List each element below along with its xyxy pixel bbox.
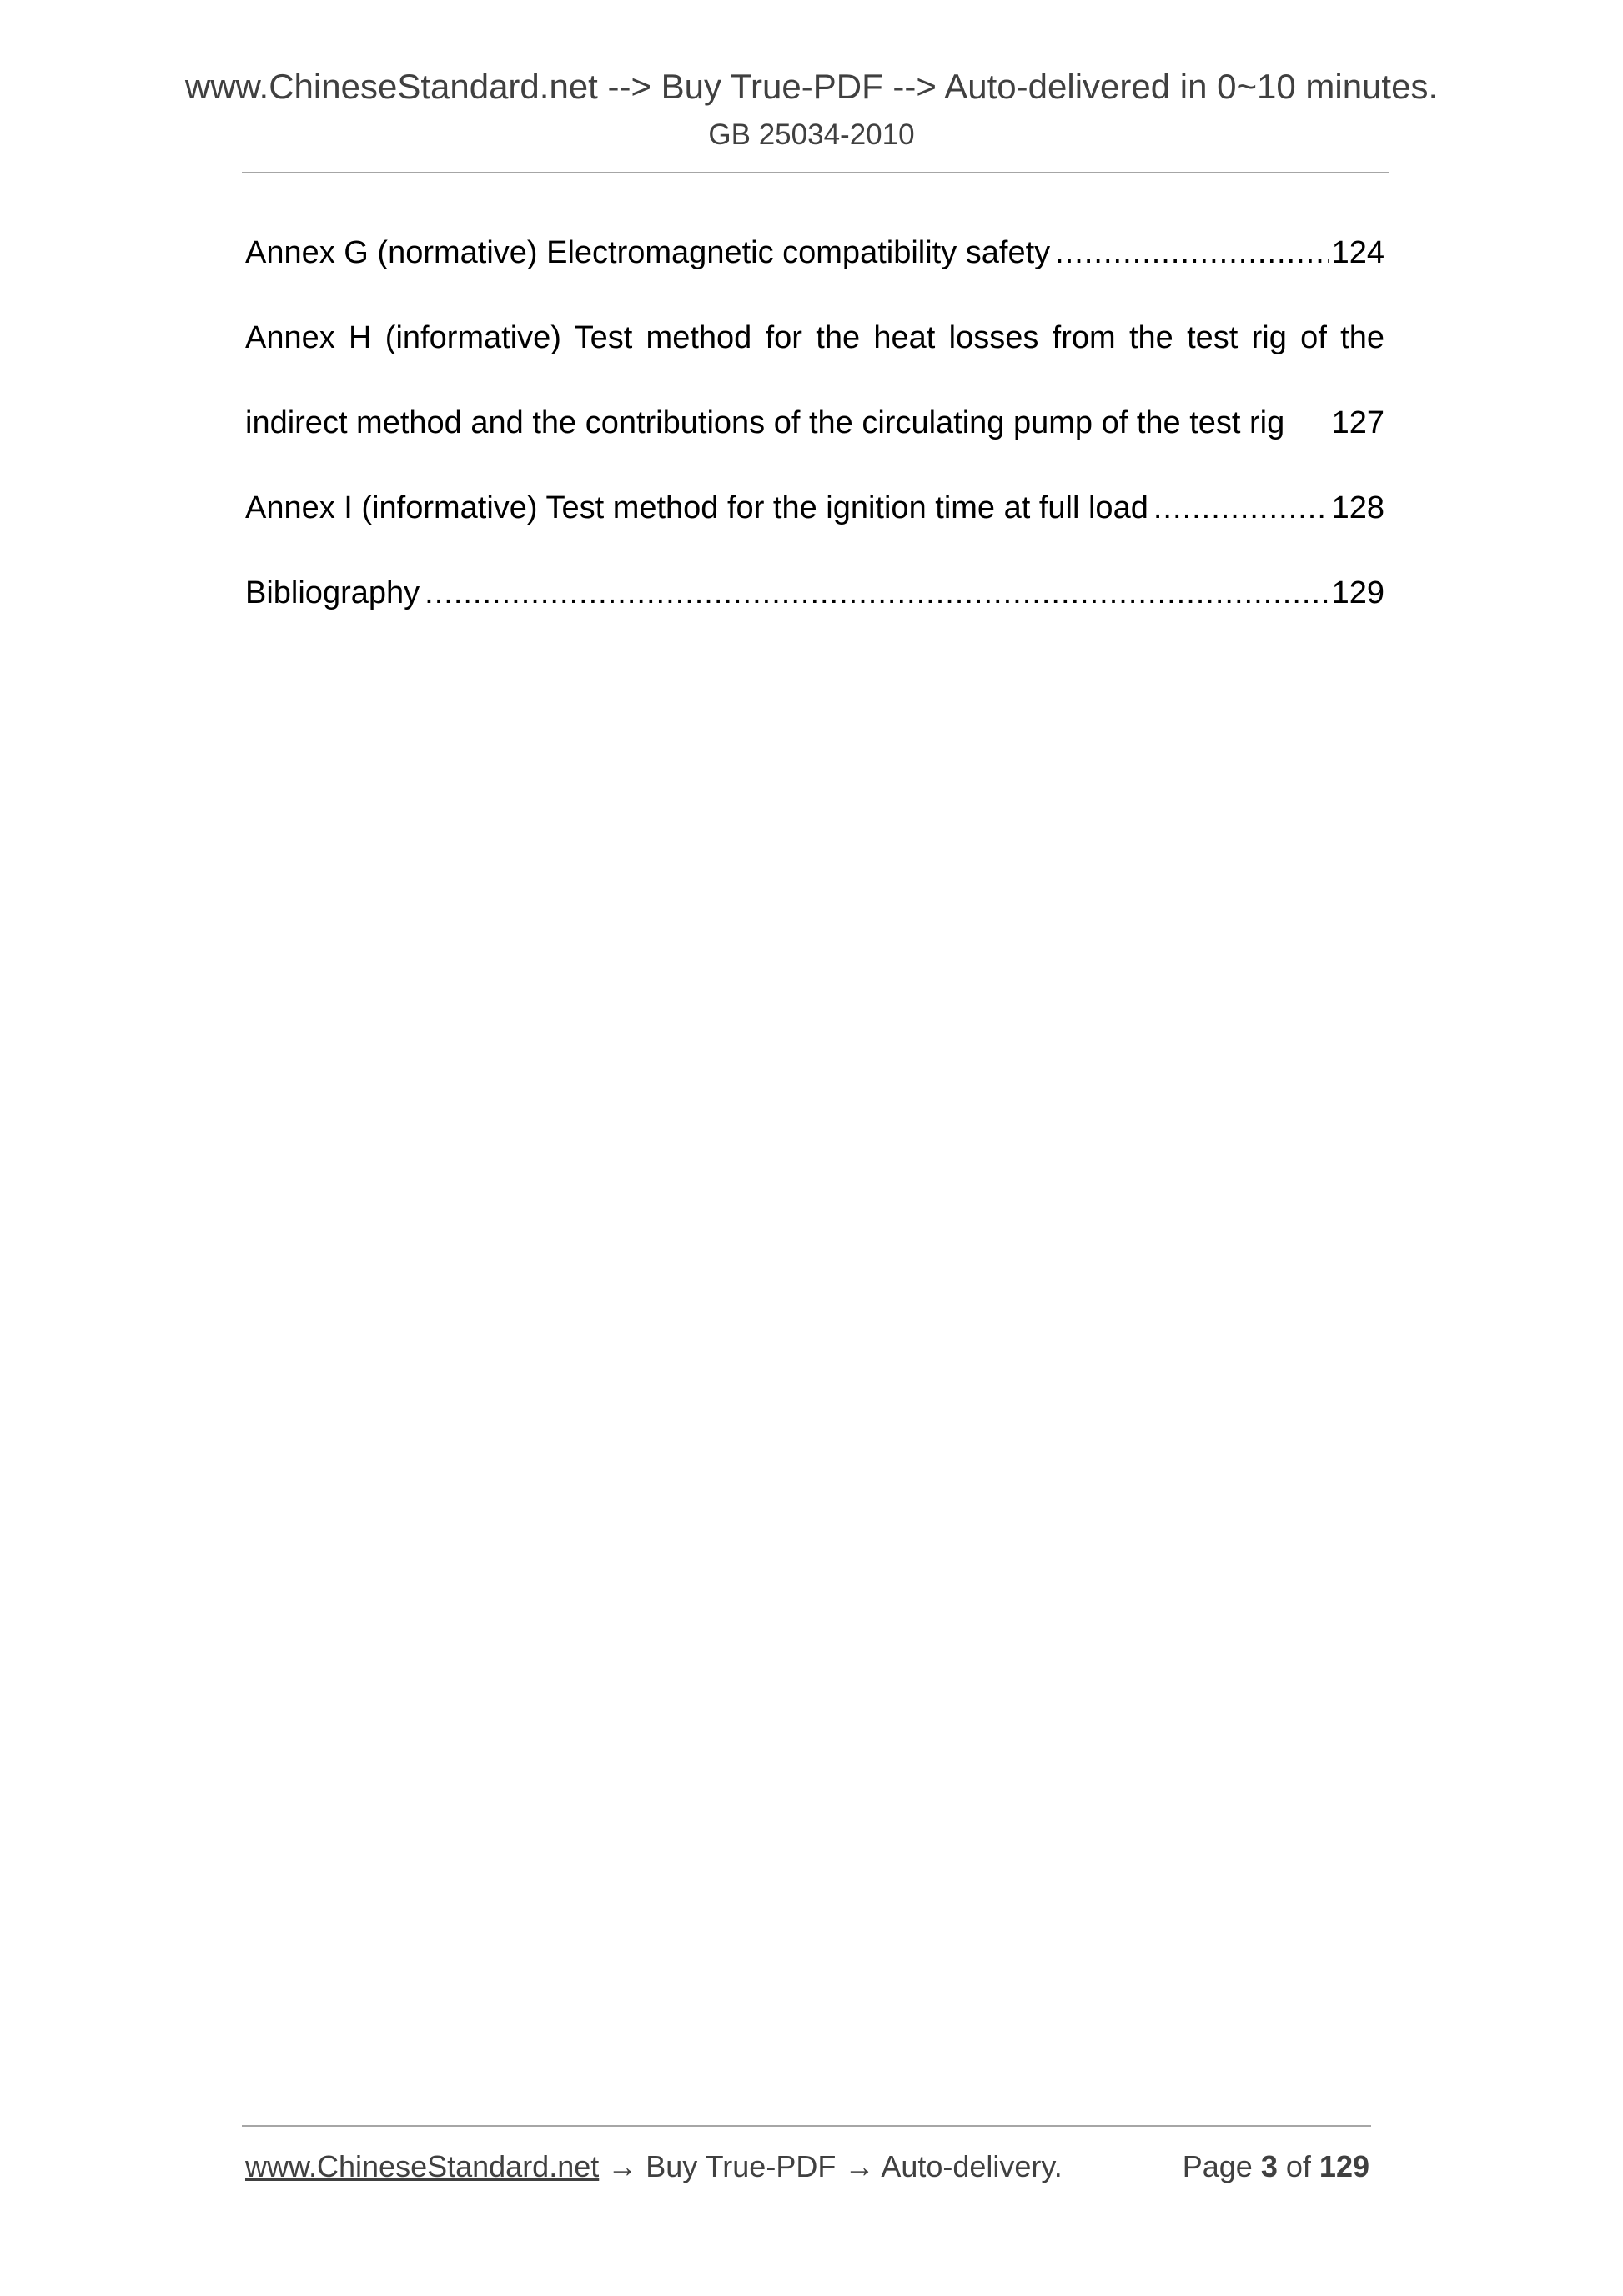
footer-left — [245, 2145, 1063, 2188]
footer-tagline: → Buy True-PDF → Auto-delivery. — [599, 2149, 1063, 2183]
toc-dot-leader — [425, 565, 1328, 620]
toc-entry-annex-h-line1[interactable] — [245, 310, 1384, 395]
header-banner: www.ChineseStandard.net --> Buy True-PDF --> Auto-delivered in 0~10 minutes. — [184, 67, 1439, 106]
toc-entry-page: 127 — [1331, 405, 1384, 440]
footer-site-link[interactable]: www.ChineseStandard.net — [245, 2149, 600, 2183]
page-footer — [245, 2145, 1369, 2188]
toc-entry-annex-h-line2[interactable] — [245, 395, 1384, 480]
toc-entry-page: 128 — [1331, 490, 1384, 525]
toc-entry-annex-i[interactable] — [245, 480, 1384, 565]
toc-entry-title: Bibliography — [245, 575, 420, 610]
of-label: of — [1285, 2149, 1311, 2183]
toc-entry-page: 129 — [1331, 575, 1384, 610]
current-page: 3 — [1260, 2149, 1278, 2183]
toc-entry-title: Annex G (normative) Electromagnetic compatibility safety — [245, 235, 1051, 270]
toc-entry-title: Annex I (informative) Test method for the ignition time at full load — [245, 490, 1148, 525]
toc-dot-leader — [1153, 480, 1329, 535]
toc-dot-leader — [1055, 225, 1328, 280]
table-of-contents — [245, 225, 1384, 651]
document-id: GB 25034-2010 — [708, 118, 915, 151]
toc-entry-bibliography[interactable] — [245, 565, 1384, 651]
header-divider — [242, 172, 1389, 173]
footer-divider — [242, 2125, 1371, 2127]
toc-entry-page: 124 — [1331, 235, 1384, 270]
toc-entry-title: Annex H (informative) Test method for the heat losses from the test rig of the — [245, 320, 1384, 355]
toc-entry-annex-g[interactable] — [245, 225, 1384, 310]
page-number — [1183, 2145, 1369, 2188]
toc-entry-title: indirect method and the contributions of the circulating pump of the test rig — [245, 405, 1285, 440]
total-pages: 129 — [1319, 2149, 1369, 2183]
page-label: Page — [1182, 2149, 1253, 2183]
